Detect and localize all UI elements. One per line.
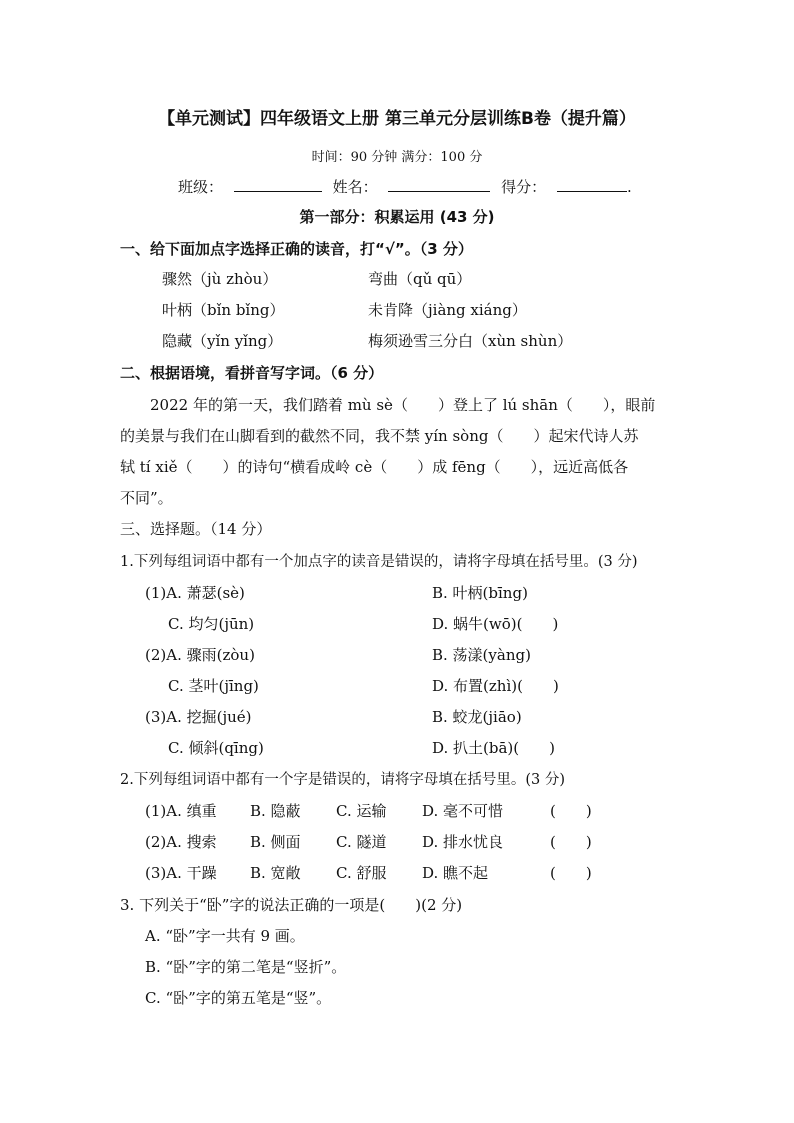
- q3-sub1-option: (3)A. 挖掘(jué): [145, 708, 252, 726]
- q3-sub1-option: B. 叶柄(bīng): [432, 584, 528, 602]
- exam-time-score: 时间：90 分钟 满分：100 分: [311, 150, 483, 165]
- q3-sub2-option: D. 毫不可惜: [422, 802, 504, 820]
- q1-item: 弯曲（qǔ qū）: [368, 270, 472, 288]
- q3-sub2-option: C. 隧道: [336, 833, 387, 851]
- q2-line: 的美景与我们在山脚看到的截然不同，我不禁 yín sòng（ ）起宋代诗人苏: [120, 427, 639, 445]
- q3-sub1-option: D. 扒土(bā)( ): [432, 739, 555, 757]
- q3-sub1-option: B. 荡漾(yàng): [432, 646, 531, 664]
- q1-item: 梅须逊雪三分白（xùn shùn）: [368, 332, 573, 350]
- q3-sub1-option: (2)A. 骤雨(zòu): [145, 646, 255, 664]
- score-blank[interactable]: [557, 177, 627, 192]
- q3-sub2-option: B. 隐蔽: [250, 802, 301, 820]
- q3-sub3-option: A. “卧”字一共有 9 画。: [145, 927, 305, 945]
- q3-sub2-answer-paren: ( ): [550, 864, 592, 882]
- q3-sub1-option: C. 茎叶(jīng): [168, 677, 259, 695]
- q3-sub2-answer-paren: ( ): [550, 802, 592, 820]
- q2-line: 轼 tí xiě（ ）的诗句“横看成岭 cè（ ）成 fēng（ ），远近高低各: [120, 458, 629, 476]
- q3-sub2-option: (1)A. 缜重: [145, 802, 217, 820]
- q1-item: 未肯降（jiàng xiáng）: [368, 301, 527, 319]
- end-dot: .: [626, 178, 632, 196]
- q3-sub2-option: C. 运输: [336, 802, 387, 820]
- name-label: 姓名：: [332, 178, 378, 196]
- q3-sub2-option: (2)A. 搜索: [145, 833, 217, 851]
- q1-item: 隐藏（yǐn yǐng）: [162, 332, 283, 350]
- q3-sub1-title: 1.下列每组词语中都有一个加点字的读音是错误的，请将字母填在括号里。(3 分): [120, 554, 638, 570]
- q2-line: 2022 年的第一天，我们踏着 mù sè（ ）登上了 lú shān（ ），眼前: [150, 396, 656, 414]
- q3-sub3-option: B. “卧”字的第二笔是“竖折”。: [145, 958, 347, 976]
- q2-line: 不同”。: [120, 489, 173, 507]
- q3-sub2-option: B. 宽敞: [250, 864, 301, 882]
- q2-title: 二、根据语境，看拼音写字词。（6 分）: [120, 364, 384, 382]
- q3-title: 三、选择题。（14 分）: [120, 520, 272, 538]
- part1-title: 第一部分：积累运用 (43 分): [299, 208, 495, 226]
- student-info-line: [178, 176, 632, 197]
- q3-sub2-option: D. 瞧不起: [422, 864, 489, 882]
- q3-sub1-option: (1)A. 萧瑟(sè): [145, 584, 245, 602]
- q3-sub3-title: 3. 下列关于“卧”字的说法正确的一项是( )(2 分): [120, 896, 463, 914]
- q3-sub1-option: D. 布置(zhì)( ): [432, 677, 559, 695]
- q3-sub1-option: C. 均匀(jūn): [168, 615, 255, 633]
- q3-sub3-option: C. “卧”字的第五笔是“竖”。: [145, 989, 332, 1007]
- q3-sub2-option: D. 排水忧良: [422, 833, 504, 851]
- q3-sub2-option: C. 舒服: [336, 864, 387, 882]
- q1-item: 叶柄（bǐn bǐng）: [162, 301, 285, 319]
- exam-title: 【单元测试】四年级语文上册 第三单元分层训练B卷（提升篇）: [158, 109, 636, 129]
- class-blank[interactable]: [234, 177, 322, 192]
- name-blank[interactable]: [388, 177, 490, 192]
- q1-item: 骤然（jù zhòu）: [162, 270, 278, 288]
- q1-title: 一、给下面加点字选择正确的读音，打“√”。（3 分）: [120, 240, 473, 258]
- q3-sub1-option: D. 蜗牛(wō)( ): [432, 615, 559, 633]
- q3-sub2-option: (3)A. 干躁: [145, 864, 217, 882]
- score-label: 得分：: [501, 178, 547, 196]
- q3-sub1-option: C. 倾斜(qīng): [168, 739, 264, 757]
- q3-sub2-title: 2.下列每组词语中都有一个字是错误的，请将字母填在括号里。(3 分): [120, 772, 565, 788]
- q3-sub2-answer-paren: ( ): [550, 833, 592, 851]
- q3-sub2-option: B. 侧面: [250, 833, 301, 851]
- class-label: 班级：: [178, 178, 224, 196]
- q3-sub1-option: B. 蛟龙(jiāo): [432, 708, 522, 726]
